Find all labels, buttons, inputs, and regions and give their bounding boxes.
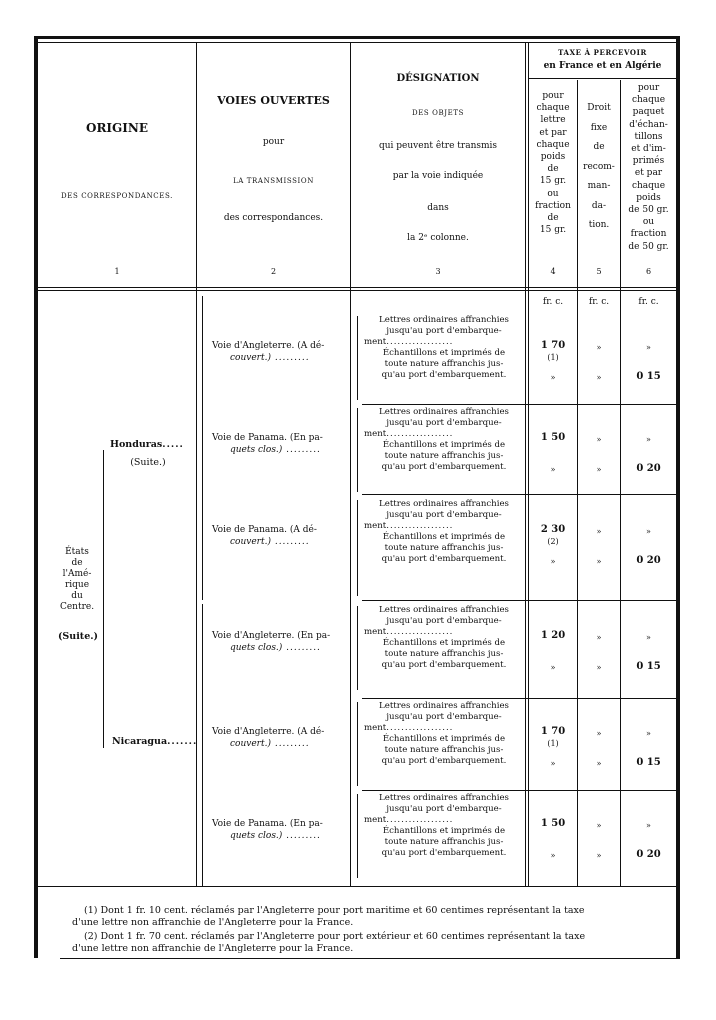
unit-col6: fr. c. (638, 297, 659, 307)
value-echantillon-col5: » (596, 557, 602, 566)
object-echantillons-2: toute nature affranchis jus- (384, 745, 504, 755)
col3-sub5: la 2ᵉ colonne. (407, 233, 469, 243)
route-brace-line (357, 702, 358, 786)
origin-region (56, 547, 98, 613)
route-label-cont (230, 832, 321, 841)
col2-number: 2 (270, 267, 277, 276)
value-lettre-col5: » (596, 435, 602, 444)
col5-number: 5 (596, 267, 602, 276)
object-lettres-2: jusqu'au port d'embarque- (386, 510, 502, 520)
col3-sub1: DES OBJETS (411, 109, 464, 117)
value-echantillon-col5: » (596, 759, 602, 768)
unit-col5: fr. c. (588, 297, 610, 307)
col4h-line: chaque (536, 139, 570, 150)
object-lettres-3-text: ment (364, 723, 387, 733)
object-lettres-2: jusqu'au port d'embarque- (386, 804, 502, 814)
col-sep-3 (525, 42, 526, 886)
object-lettres-1: Lettres ordinaires affranchies (379, 315, 509, 325)
leader-dots: ......... (282, 445, 321, 455)
nicaragua-label: Nicaragua....... (112, 736, 198, 747)
col5h-line: man- (587, 181, 611, 191)
honduras-name: Honduras (110, 439, 163, 450)
object-lettres-1: Lettres ordinaires affranchies (379, 793, 509, 803)
value-lettre-col4: 1 50 (540, 432, 566, 443)
route-label-cont-text: couvert.) (230, 537, 271, 547)
object-echantillons-3: qu'au port d'embarquement. (381, 370, 507, 380)
leader-dots: .................. (386, 521, 454, 531)
value-lettre-col5: » (596, 729, 602, 738)
value-echantillon-col6: 0 20 (636, 555, 661, 566)
value-echantillon-col4: » (550, 465, 556, 474)
col4-header (529, 90, 577, 236)
col4h-line: 15 gr. (539, 176, 567, 187)
col2-sub2: LA TRANSMISSION (233, 177, 314, 185)
frame-right-border (676, 36, 680, 958)
col1-subtitle: DES CORRESPONDANCES. (61, 192, 173, 200)
header-bottom-rule (38, 287, 676, 288)
col6-number: 6 (645, 267, 652, 276)
col-sep-2 (350, 42, 351, 886)
row-sep-4 (362, 698, 676, 699)
object-echantillons-1: Échantillons et imprimés de (382, 440, 506, 450)
leader-dots: ......... (282, 831, 321, 841)
row-sep-2 (362, 494, 676, 495)
origin-line: rique (64, 580, 90, 590)
route-label-cont-text: couvert.) (230, 739, 271, 749)
object-echantillons-1: Échantillons et imprimés de (382, 532, 506, 542)
object-echantillons-1: Échantillons et imprimés de (382, 826, 506, 836)
unit-col4: fr. c. (542, 297, 564, 307)
value-note: (1) (547, 739, 559, 748)
route-label-cont (230, 354, 310, 363)
object-echantillons-3: qu'au port d'embarquement. (381, 756, 507, 766)
object-lettres-3 (364, 724, 453, 733)
col4h-line: poids (540, 152, 566, 163)
object-lettres-3 (364, 816, 453, 825)
col6-header (621, 82, 676, 253)
row-sep-1 (362, 404, 676, 405)
col1-number: 1 (114, 267, 120, 276)
col1-title: ORIGINE (85, 121, 148, 135)
object-lettres-1: Lettres ordinaires affranchies (379, 605, 509, 615)
object-lettres-3-text: ment (364, 627, 387, 637)
leader-dots: ......... (270, 739, 310, 749)
col6h-line: de 50 gr. (628, 241, 669, 252)
col5h-line: de (593, 142, 605, 152)
value-lettre-col6: » (646, 435, 651, 444)
origin-line: l'Amé- (62, 569, 92, 579)
col5-header (578, 99, 620, 236)
route-brace-line (357, 316, 358, 400)
leader-dots: .................. (386, 429, 454, 439)
value-echantillon-col6: 0 15 (636, 371, 661, 382)
leader-dots: .................. (386, 815, 454, 825)
object-echantillons-2: toute nature affranchis jus- (384, 649, 504, 659)
col5h-line: Droit (587, 103, 611, 113)
col4h-line: lettre (540, 115, 566, 126)
tax-group-subtitle: en France et en Algérie (543, 61, 662, 71)
object-lettres-1: Lettres ordinaires affranchies (379, 701, 509, 711)
col4h-line: et par (539, 127, 567, 138)
origin-brace-line (103, 450, 104, 748)
col6h-line: ou (642, 217, 655, 228)
bottom-rule (60, 958, 680, 959)
object-echantillons-2: toute nature affranchis jus- (384, 543, 504, 553)
value-lettre-col6: » (646, 729, 651, 738)
object-echantillons-2: toute nature affranchis jus- (384, 451, 504, 461)
route-label: Voie d'Angleterre. (A dé- (212, 727, 325, 737)
row-sep-3 (362, 600, 676, 601)
route-label-cont (230, 538, 310, 547)
origin-line: de (71, 558, 83, 568)
origin-suite: (Suite.) (57, 631, 99, 642)
object-echantillons-3: qu'au port d'embarquement. (381, 660, 507, 670)
route-label-cont-text: quets clos.) (230, 831, 283, 841)
object-echantillons-1: Échantillons et imprimés de (382, 348, 506, 358)
route-label-cont (230, 446, 321, 455)
col3-number: 3 (435, 267, 441, 276)
value-echantillon-col6: 0 15 (636, 661, 661, 672)
honduras-label: Honduras..... (110, 439, 184, 450)
origin-line: États (65, 547, 89, 557)
value-lettre-col4: 2 30 (540, 524, 566, 535)
col6h-line: chaque (631, 95, 666, 106)
value-lettre-col4: 1 70 (540, 340, 566, 351)
object-lettres-2: jusqu'au port d'embarque- (386, 616, 502, 626)
value-echantillon-col4: » (550, 759, 556, 768)
col4h-line: pour (542, 91, 564, 101)
inner-top-rule (38, 42, 676, 43)
value-echantillon-col4: » (550, 663, 556, 672)
col5h-line: fixe (590, 122, 608, 133)
route-label: Voie d'Angleterre. (En pa- (212, 631, 331, 641)
frame-top-border (34, 36, 680, 39)
value-echantillon-col6: 0 15 (636, 757, 661, 768)
value-echantillon-col5: » (596, 465, 602, 474)
value-lettre-col4: 1 20 (540, 630, 566, 641)
col6h-line: tillons (634, 131, 663, 142)
value-echantillon-col6: 0 20 (636, 463, 661, 474)
object-lettres-1: Lettres ordinaires affranchies (379, 499, 509, 509)
row-sep-5 (362, 790, 676, 791)
col3-sub4: dans (427, 203, 449, 213)
object-lettres-3-text: ment (364, 815, 387, 825)
col6h-line: de 50 gr. (628, 205, 669, 216)
value-lettre-col5: » (596, 343, 602, 352)
value-echantillon-col5: » (596, 851, 602, 860)
value-echantillon-col5: » (596, 373, 602, 382)
object-lettres-2: jusqu'au port d'embarque- (386, 418, 502, 428)
value-echantillon-col4: » (550, 373, 556, 382)
route-label: Voie de Panama. (En pa- (212, 433, 323, 443)
col4h-line: de (547, 213, 559, 224)
col6h-line: paquet (632, 107, 665, 118)
col5h-line: tion. (588, 220, 610, 230)
value-lettre-col6: » (646, 527, 651, 536)
honduras-suite: (Suite.) (130, 457, 166, 468)
footnote-2-line1: (2) Dont 1 fr. 70 cent. réclamés par l'Angleterre pour port extérieur et 60 centimes représentant la taxe (84, 931, 586, 942)
footnote-2-line2: d'une lettre non affranchie de l'Angleterre pour la France. (72, 943, 354, 954)
object-lettres-3 (364, 430, 453, 439)
object-lettres-3 (364, 628, 453, 637)
leader-dots: ......... (282, 643, 321, 653)
value-note: (2) (547, 537, 559, 546)
object-lettres-2: jusqu'au port d'embarque- (386, 712, 502, 722)
col3-sub3: par la voie indiquée (392, 171, 484, 181)
nicaragua-brace-line (202, 604, 203, 886)
col4h-line: chaque (536, 103, 570, 114)
col4h-line: de (547, 164, 559, 175)
route-label-cont-text: quets clos.) (230, 445, 283, 455)
route-label-cont (230, 740, 310, 749)
nicaragua-name: Nicaragua (112, 736, 168, 747)
col6h-line: chaque (631, 180, 666, 191)
object-echantillons-1: Échantillons et imprimés de (382, 734, 506, 744)
route-brace-line (357, 794, 358, 878)
col2-sub1: pour (262, 137, 285, 147)
value-note: (1) (547, 353, 559, 362)
col4-number: 4 (550, 267, 556, 276)
value-echantillon-col5: » (596, 663, 602, 672)
leader-dots: ......... (270, 537, 310, 547)
object-echantillons-2: toute nature affranchis jus- (384, 837, 504, 847)
object-echantillons-3: qu'au port d'embarquement. (381, 848, 507, 858)
route-brace-line (357, 408, 358, 492)
value-lettre-col6: » (646, 821, 651, 830)
object-echantillons-3: qu'au port d'embarquement. (381, 554, 507, 564)
leader-dots: .................. (386, 337, 454, 347)
col5h-line: da- (591, 200, 607, 211)
col2-title: VOIES OUVERTES (217, 94, 330, 107)
route-brace-line (357, 500, 358, 596)
col6h-line: fraction (630, 229, 667, 240)
value-lettre-col5: » (596, 821, 602, 830)
leader-dots: .................. (386, 627, 454, 637)
route-label-cont (230, 644, 321, 653)
object-echantillons-2: toute nature affranchis jus- (384, 359, 504, 369)
footnote-1-line1: (1) Dont 1 fr. 10 cent. réclamés par l'Angleterre pour port maritime et 60 centimes représentant la taxe (84, 905, 585, 916)
col2-sub3: des correspondances. (223, 213, 324, 223)
object-lettres-2: jusqu'au port d'embarque- (386, 326, 502, 336)
route-label-cont-text: quets clos.) (230, 643, 283, 653)
route-label: Voie de Panama. (En pa- (212, 819, 323, 829)
value-lettre-col6: » (646, 633, 651, 642)
frame-left-border (34, 36, 38, 958)
col6h-line: primés (632, 156, 665, 167)
col6h-line: et par (634, 168, 663, 179)
col4h-line: 15 gr. (539, 225, 567, 236)
footnote-1-line2: d'une lettre non affranchie de l'Angleterre pour la France. (72, 917, 354, 928)
value-lettre-col5: » (596, 633, 602, 642)
value-lettre-col6: » (646, 343, 651, 352)
value-lettre-col5: » (596, 527, 602, 536)
col4h-line: ou (547, 188, 559, 199)
col3-sub2: qui peuvent être transmis (378, 141, 498, 151)
col4h-line: fraction (535, 200, 571, 211)
origin-line: du (71, 591, 83, 601)
col5h-line: recom- (583, 161, 615, 172)
value-echantillon-col4: » (550, 851, 556, 860)
route-label: Voie d'Angleterre. (A dé- (212, 341, 325, 351)
origin-line: Centre. (59, 602, 95, 612)
object-lettres-3 (364, 522, 453, 531)
header-bottom-rule-2 (38, 290, 676, 291)
value-lettre-col4: 1 50 (540, 818, 566, 829)
object-echantillons-1: Échantillons et imprimés de (382, 638, 506, 648)
object-echantillons-3: qu'au port d'embarquement. (381, 462, 507, 472)
leader-dots: ......... (270, 353, 310, 363)
route-label: Voie de Panama. (A dé- (212, 525, 317, 535)
object-lettres-3-text: ment (364, 429, 387, 439)
col3-title: DÉSIGNATION (396, 73, 480, 84)
value-lettre-col4: 1 70 (540, 726, 566, 737)
value-echantillon-col6: 0 20 (636, 849, 661, 860)
body-bottom-rule (38, 886, 676, 887)
object-lettres-3 (364, 338, 453, 347)
route-brace-line (357, 606, 358, 690)
col6h-line: poids (636, 192, 661, 203)
object-lettres-3-text: ment (364, 521, 387, 531)
col6h-line: et d'im- (631, 144, 666, 155)
value-echantillon-col4: » (550, 557, 556, 566)
leader-dots: .................. (386, 723, 454, 733)
col6h-line: pour (637, 83, 660, 93)
col-sep-1 (196, 42, 197, 886)
col6h-line: d'échan- (629, 119, 668, 130)
tax-group-title: TAXE À PERCEVOIR (558, 48, 647, 57)
honduras-brace-line (202, 296, 203, 600)
object-lettres-1: Lettres ordinaires affranchies (379, 407, 509, 417)
object-lettres-3-text: ment (364, 337, 387, 347)
route-label-cont-text: couvert.) (230, 353, 271, 363)
tax-group-rule (528, 78, 676, 79)
